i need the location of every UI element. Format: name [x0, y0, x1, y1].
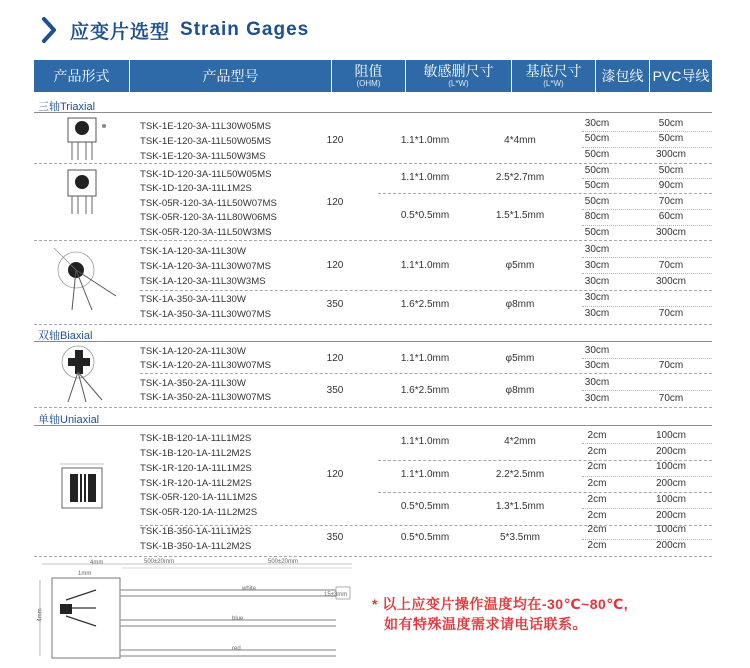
- note-line-2: 如有特殊温度需求请电话联系。: [384, 616, 587, 632]
- wire-label: white: [242, 586, 257, 592]
- enamel-length: 30cm: [584, 118, 610, 129]
- triaxial-round-image: [50, 244, 122, 312]
- triaxial-rosette-image: [52, 114, 112, 162]
- base-size: 1.5*1.5mm: [495, 210, 545, 221]
- resistance-value: 350: [326, 299, 344, 310]
- enamel-length: 30cm: [584, 260, 610, 271]
- triaxial-rosette-image: [52, 166, 112, 216]
- enamel-length: 2cm: [587, 430, 607, 441]
- pvc-length: 100cm: [655, 494, 686, 505]
- grid-size: 1.1*1.0mm: [400, 135, 450, 146]
- enamel-length: 50cm: [584, 149, 610, 160]
- enamel-length: 30cm: [584, 308, 610, 319]
- grid-size: 1.1*1.0mm: [400, 469, 450, 480]
- dim-label: 4mm: [37, 608, 44, 622]
- list-item: TSK-05R-120-3A-11L50W3MS: [140, 227, 272, 238]
- enamel-length: 50cm: [584, 180, 610, 191]
- title-zh: 应变片选型: [70, 21, 171, 43]
- grid-size: 1.1*1.0mm: [400, 260, 450, 271]
- resistance-value: 120: [326, 469, 344, 480]
- base-size: φ5mm: [505, 353, 535, 364]
- base-size: φ5mm: [505, 260, 535, 271]
- row-divider: [34, 163, 712, 164]
- enamel-length: 50cm: [584, 133, 610, 144]
- table-header: [34, 60, 712, 92]
- list-item: TSK-1E-120-3A-11L30W05MS: [140, 121, 271, 132]
- pvc-length: 100cm: [655, 430, 686, 441]
- cell-divider: [582, 358, 712, 359]
- pvc-length: 50cm: [658, 165, 684, 176]
- page-title: [38, 16, 309, 44]
- pvc-length: 70cm: [658, 360, 684, 371]
- pvc-length: 70cm: [658, 260, 684, 271]
- list-item: TSK-1B-350-1A-11L1M2S: [140, 526, 252, 537]
- enamel-length: 2cm: [587, 510, 607, 521]
- enamel-length: 30cm: [584, 292, 610, 303]
- base-size: 4*2mm: [504, 436, 536, 447]
- list-item: TSK-05R-120-3A-11L80W06MS: [140, 212, 277, 223]
- list-item: TSK-05R-120-1A-11L2M2S: [140, 507, 258, 518]
- grid-size: 0.5*0.5mm: [400, 532, 450, 543]
- enamel-length: 30cm: [584, 377, 610, 388]
- section-biaxial: 双轴Biaxial: [38, 330, 93, 342]
- sub-divider: [140, 290, 712, 291]
- pvc-length: 200cm: [655, 540, 686, 551]
- cell-divider: [582, 306, 712, 307]
- resistance-value: 120: [326, 135, 344, 146]
- grid-size: 1.6*2.5mm: [400, 299, 450, 310]
- list-item: TSK-1R-120-1A-11L1M2S: [140, 463, 252, 474]
- col-form: 产品形式: [34, 60, 130, 92]
- resistance-value: 120: [326, 260, 344, 271]
- row-divider: [34, 324, 712, 325]
- row-divider: [34, 425, 712, 426]
- resistance-value: 350: [326, 385, 344, 396]
- col-base: 基底尺寸 (L*W): [512, 60, 596, 92]
- cell-divider: [582, 443, 712, 444]
- pvc-length: 200cm: [655, 510, 686, 521]
- base-size: 4*4mm: [504, 135, 536, 146]
- pvc-length: 70cm: [658, 196, 684, 207]
- list-item: TSK-1E-120-3A-11L50W3MS: [140, 151, 266, 162]
- col-grid: 敏感删尺寸 (L*W): [406, 60, 512, 92]
- dim-label: 15±3mm: [324, 592, 348, 598]
- list-item: TSK-1A-350-3A-11L30W: [140, 294, 246, 305]
- enamel-length: 2cm: [587, 540, 607, 551]
- grid-size: 1.1*1.0mm: [400, 172, 450, 183]
- enamel-length: 2cm: [587, 494, 607, 505]
- sub-divider: [140, 373, 712, 374]
- list-item: TSK-1A-120-3A-11L30W07MS: [140, 261, 271, 272]
- col-model: 产品型号: [130, 60, 332, 92]
- col-pvc: PVC导线: [652, 68, 710, 84]
- enamel-length: 30cm: [584, 345, 610, 356]
- list-item: TSK-1A-350-3A-11L30W07MS: [140, 309, 271, 320]
- enamel-length: 2cm: [587, 478, 607, 489]
- list-item: TSK-1A-120-3A-11L30W: [140, 246, 246, 257]
- pvc-length: 200cm: [655, 446, 686, 457]
- list-item: TSK-1B-120-1A-11L1M2S: [140, 433, 252, 444]
- resistance-value: 120: [326, 353, 344, 364]
- enamel-length: 2cm: [587, 446, 607, 457]
- base-size: 1.3*1.5mm: [495, 501, 545, 512]
- list-item: TSK-1B-120-1A-11L2M2S: [140, 448, 252, 459]
- base-size: 2.5*2.7mm: [495, 172, 545, 183]
- list-item: TSK-1A-350-2A-11L30W07MS: [140, 392, 271, 403]
- pvc-length: 50cm: [658, 118, 684, 129]
- list-item: TSK-1D-120-3A-11L1M2S: [140, 183, 252, 194]
- grid-size: 0.5*0.5mm: [400, 501, 450, 512]
- sub-divider: [378, 492, 712, 493]
- cell-divider: [582, 257, 712, 258]
- base-size: 5*3.5mm: [499, 532, 540, 543]
- resistance-value: 120: [326, 197, 344, 208]
- dimension-drawing: [36, 560, 356, 666]
- row-divider: [34, 240, 712, 241]
- enamel-length: 50cm: [584, 196, 610, 207]
- row-divider: [34, 407, 712, 408]
- enamel-length: 2cm: [587, 524, 607, 535]
- resistance-value: 350: [326, 532, 344, 543]
- enamel-length: 30cm: [584, 244, 610, 255]
- base-size: 2.2*2.5mm: [495, 469, 545, 480]
- list-item: TSK-1E-120-3A-11L50W05MS: [140, 136, 271, 147]
- section-uniaxial: 单轴Uniaxial: [38, 414, 100, 426]
- list-item: TSK-1D-120-3A-11L50W05MS: [140, 169, 272, 180]
- grid-size: 1.1*1.0mm: [400, 436, 450, 447]
- pvc-length: 60cm: [658, 211, 684, 222]
- list-item: TSK-05R-120-1A-11L1M2S: [140, 492, 258, 503]
- pvc-length: 70cm: [658, 393, 684, 404]
- base-size: φ8mm: [505, 299, 535, 310]
- chevron-right-icon: [38, 16, 62, 44]
- col-enamel: 漆包线: [596, 60, 650, 92]
- pvc-length: 100cm: [655, 524, 686, 535]
- row-divider: [34, 112, 712, 113]
- wire-label: red: [232, 646, 241, 652]
- dim-label: 500±20mm: [268, 559, 298, 565]
- enamel-length: 50cm: [584, 165, 610, 176]
- dim-label: 1mm: [78, 571, 92, 577]
- cell-divider: [582, 273, 712, 274]
- enamel-length: 50cm: [584, 227, 610, 238]
- col-resistance: 阻值 (OHM): [332, 60, 406, 92]
- grid-size: 1.6*2.5mm: [400, 385, 450, 396]
- list-item: TSK-1R-120-1A-11L2M2S: [140, 478, 252, 489]
- list-item: TSK-1B-350-1A-11L2M2S: [140, 541, 252, 552]
- title-en: Strain Gages: [180, 19, 310, 40]
- enamel-length: 30cm: [584, 276, 610, 287]
- sub-divider: [378, 193, 712, 194]
- base-size: φ8mm: [505, 385, 535, 396]
- list-item: TSK-1A-120-3A-11L30W3MS: [140, 276, 266, 287]
- list-item: TSK-1A-120-2A-11L30W07MS: [140, 360, 271, 371]
- row-divider: [34, 556, 712, 557]
- dim-label: 4mm: [90, 560, 104, 566]
- list-item: TSK-1A-120-2A-11L30W: [140, 346, 246, 357]
- pvc-length: 200cm: [655, 478, 686, 489]
- cell-divider: [582, 147, 712, 148]
- biaxial-round-image: [56, 342, 110, 404]
- pvc-length: 300cm: [655, 276, 686, 287]
- cell-divider: [582, 178, 712, 179]
- dim-label: 500±20mm: [144, 559, 174, 565]
- enamel-length: 2cm: [587, 461, 607, 472]
- wire-label: blue: [232, 616, 244, 622]
- cell-divider: [582, 390, 712, 391]
- uniaxial-gage-image: [58, 462, 110, 514]
- list-item: TSK-05R-120-3A-11L50W07MS: [140, 198, 277, 209]
- note-line-1: * 以上应变片操作温度均在-30℃~80℃,: [372, 596, 629, 612]
- enamel-length: 30cm: [584, 360, 610, 371]
- cell-divider: [582, 476, 712, 477]
- list-item: TSK-1A-350-2A-11L30W: [140, 378, 246, 389]
- row-divider: [34, 341, 712, 342]
- cell-divider: [582, 225, 712, 226]
- cell-divider: [582, 209, 712, 210]
- pvc-length: 90cm: [658, 180, 684, 191]
- temperature-note: [372, 594, 628, 634]
- cell-divider: [582, 131, 712, 132]
- pvc-length: 100cm: [655, 461, 686, 472]
- enamel-length: 30cm: [584, 393, 610, 404]
- pvc-length: 70cm: [658, 308, 684, 319]
- pvc-length: 300cm: [655, 227, 686, 238]
- pvc-length: 300cm: [655, 149, 686, 160]
- pvc-length: 50cm: [658, 133, 684, 144]
- enamel-length: 80cm: [584, 211, 610, 222]
- cell-divider: [582, 508, 712, 509]
- grid-size: 1.1*1.0mm: [400, 353, 450, 364]
- section-triaxial: 三轴Triaxial: [38, 101, 96, 113]
- grid-size: 0.5*0.5mm: [400, 210, 450, 221]
